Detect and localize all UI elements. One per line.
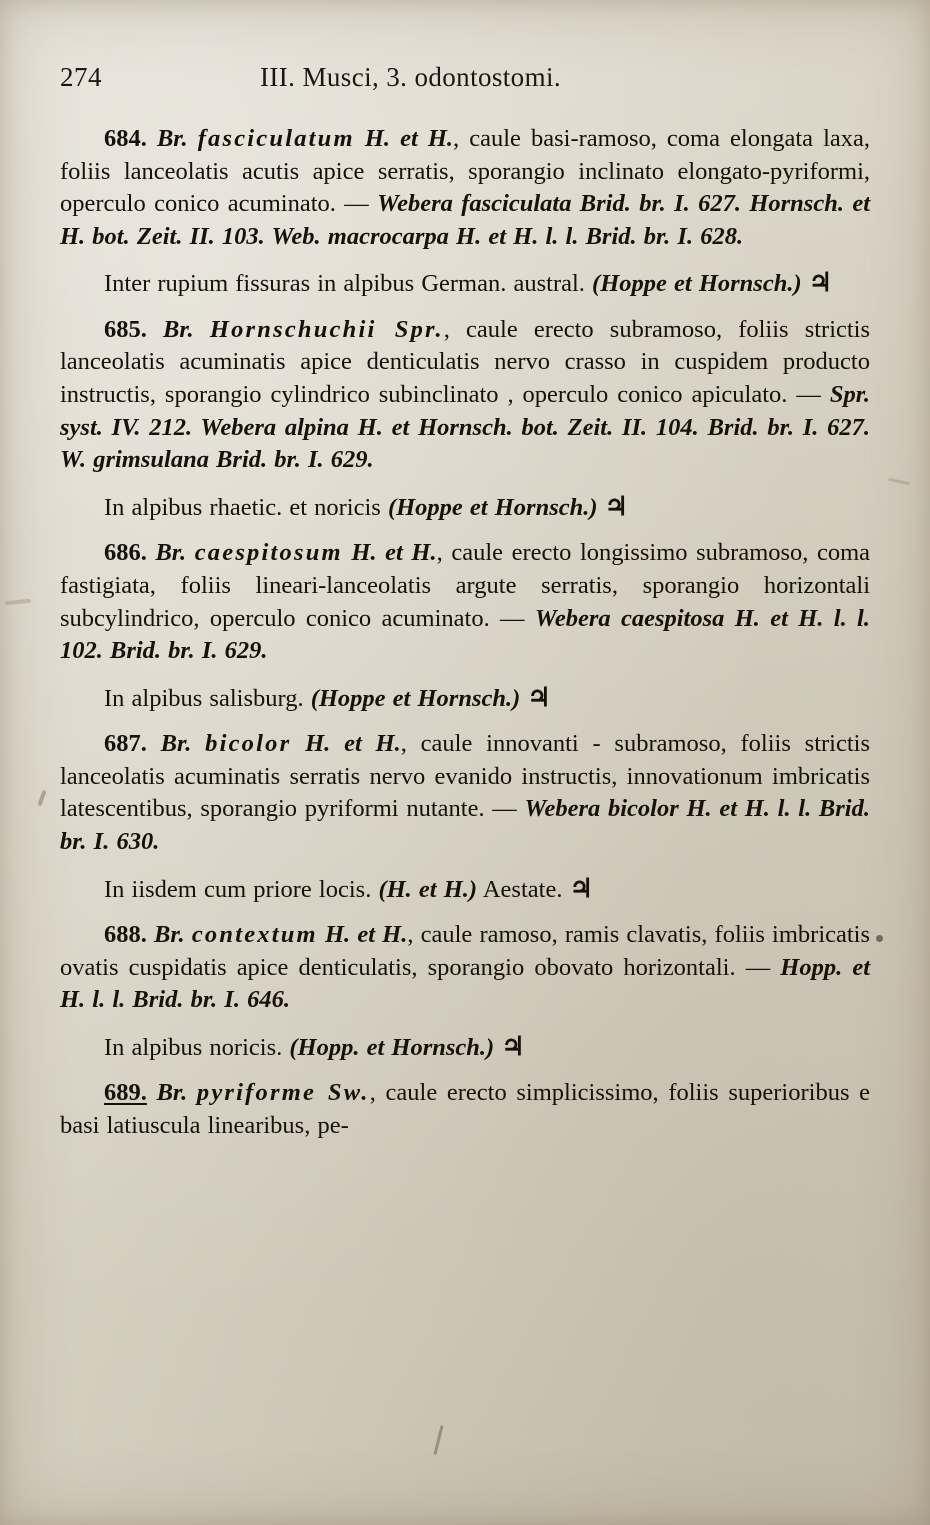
- habitat-687: [60, 872, 870, 907]
- habitat-authority: (Hoppe et Hornsch.): [592, 270, 802, 298]
- description-text: , caule innovanti - subramoso, foliis strictis lanceolatis acuminatis serratis nervo evanido instructis, innovationum imbricatis latescentibus, sporangio pyriformi nutante. —: [60, 730, 870, 823]
- habitat-text: In alpibus noricis.: [104, 1033, 283, 1061]
- description-text: , caule ramoso, ramis clavatis, foliis imbricatis ovatis cuspidatis apice denticulatis, sporangio obovato horizontali. —: [60, 921, 871, 981]
- entry-number: 686.: [104, 539, 147, 567]
- perennial-symbol: ♃: [501, 1031, 525, 1061]
- habitat-text: In iisdem cum priore locis.: [104, 875, 372, 903]
- authority: H. et H.: [351, 539, 437, 567]
- habitat-season: Aestate.: [482, 875, 563, 903]
- entry-number: 685.: [104, 315, 147, 343]
- synonymy: Hopp. et H. l. l. Brid. br. I. 646.: [60, 953, 870, 1014]
- authority: H. et H.: [324, 921, 408, 949]
- page-smudge: [876, 935, 883, 942]
- description-text: , caule erecto longissimo subramoso, coma fastigiata, foliis lineari-lanceolatis argute serratis, sporangio horizontali subcylindrico, operculo conico acuminato. —: [60, 539, 871, 632]
- genus-abbrev: Br.: [156, 1079, 188, 1107]
- synonymy: Webera fasciculata Brid. br. I. 627. Hornsch. et H. bot. Zeit. II. 103. Web. macrocarpa H. et H. l. l. Brid. br. I. 628.: [60, 190, 870, 250]
- species-name: pyriforme Sw.: [196, 1079, 370, 1107]
- species-name: caespitosum: [194, 539, 343, 567]
- entry-number: 687.: [104, 730, 147, 758]
- page-smudge: [37, 790, 46, 806]
- perennial-symbol: ♃: [808, 268, 833, 298]
- synonymy: Spr. syst. IV. 212. Webera alpina H. et Hornsch. bot. Zeit. II. 104. Brid. br. I. 627. W. grimsulana Brid. br. I. 629.: [60, 381, 870, 474]
- entry-689: [60, 1077, 870, 1142]
- genus-abbrev: Br.: [156, 125, 188, 152]
- synonymy: Webera caespitosa H. et H. l. l. 102. Brid. br. I. 629.: [60, 604, 870, 665]
- entry-684: [60, 123, 870, 253]
- description-text: , caule erecto subramoso, foliis strictis lanceolatis acuminatis apice denticulatis nervo crasso in cuspidem producto instructis, sporangio cylindrico subinclinato , operculo conico apiculato. —: [60, 315, 871, 409]
- habitat-authority: (Hoppe et Hornsch.): [310, 684, 521, 712]
- page-content: [60, 62, 870, 1156]
- habitat-685: [60, 490, 870, 525]
- habitat-text: In alpibus rhaetic. et noricis: [104, 493, 381, 521]
- entry-688: [60, 919, 870, 1017]
- habitat-text: Inter rupium fissuras in alpibus German. austral.: [104, 270, 585, 298]
- genus-abbrev: Br.: [154, 921, 185, 949]
- genus-abbrev: Br.: [155, 539, 187, 567]
- entry-number: 689.: [104, 1079, 147, 1107]
- species-name: contextum: [191, 921, 318, 949]
- habitat-authority: (Hoppe et Hornsch.): [387, 493, 598, 521]
- habitat-text: In alpibus salisburg.: [104, 684, 304, 712]
- habitat-authority: (H. et H.): [378, 875, 478, 903]
- page-smudge: [5, 599, 31, 606]
- entry-686: [60, 537, 870, 667]
- habitat-688: [60, 1030, 870, 1065]
- species-name: fasciculatum: [197, 125, 355, 152]
- page-number: 274: [60, 62, 102, 92]
- running-head: III. Musci, 3. odontostomi.: [260, 62, 562, 92]
- page-header: [60, 62, 870, 93]
- habitat-authority: (Hopp. et Hornsch.): [289, 1033, 495, 1061]
- perennial-symbol: ♃: [569, 873, 593, 903]
- description-text: , caule erecto simplicissimo, foliis superioribus e basi latiuscula linearibus, pe-: [60, 1079, 871, 1140]
- species-name: bicolor: [205, 730, 292, 758]
- habitat-684: [60, 266, 870, 301]
- page-smudge: [888, 478, 910, 486]
- species-name: Hornschuchii Spr.: [209, 315, 444, 343]
- entry-number: 684.: [104, 125, 147, 152]
- authority: H. et H.: [305, 730, 401, 758]
- genus-abbrev: Br.: [163, 315, 194, 343]
- entry-number: 688.: [104, 921, 147, 949]
- page-smudge: [433, 1425, 443, 1455]
- perennial-symbol: ♃: [604, 491, 628, 521]
- genus-abbrev: Br.: [160, 730, 192, 758]
- synonymy: Webera bicolor H. et H. l. l. Brid. br. I. 630.: [60, 795, 870, 855]
- perennial-symbol: ♃: [527, 682, 551, 712]
- entry-685: [60, 314, 870, 477]
- habitat-686: [60, 681, 870, 716]
- entry-687: [60, 728, 870, 858]
- authority: H. et H.: [364, 125, 454, 152]
- description-text: , caule basi-ramoso, coma elongata laxa, foliis lanceolatis acutis apice serratis, sporangio inclinato elongato-pyriformi, operculo conico acuminato. —: [60, 125, 871, 218]
